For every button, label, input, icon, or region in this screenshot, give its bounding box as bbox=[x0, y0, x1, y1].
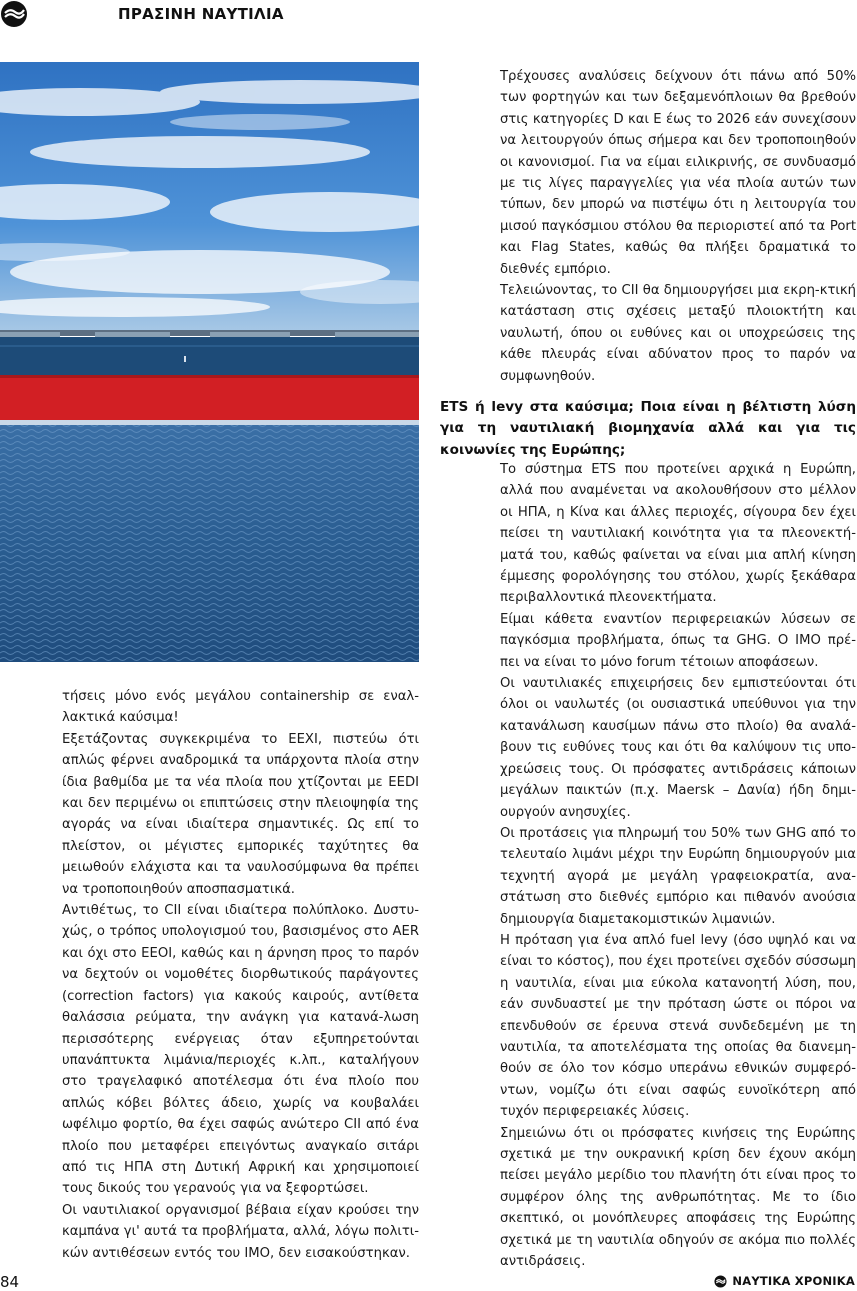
paragraph: Εξετάζοντας συγκεκριμένα το ΕΕΧΙ, πιστεύω ότι απλώς φέρνει αναδρομικά τα υπάρχοντα πλοία στην ίδια βαθμίδα με τα νέα πλοία που χτίζονται με EEDI και δεν περιμένω οι επιπτώσεις στην πλειοψηφία της αγοράς να είναι ιδιαίτερα σημαντικές. Ως επί το πλείστον, οι μέγιστες εμπορικές ταχύτητες θα μειωθούν ελάχιστα και τα ναυλοσύμφωνα θα πρέπει να τροποποιηθούν αποσπασματικά. bbox=[62, 731, 419, 897]
paragraph: Σημειώνω ότι οι πρόσφατες κινήσεις της Ευρώπης σχετικά με την ουκρανική κρίση δεν έχουν ακόμη πείσει μεγάλο μερίδιο του πλανήτη ότι είναι προς το συμφέρον όλης της ανθρωπότητας. Με το ίδιο σκεπτικό, οι μονόπλευρες αποφάσεις της Ευρώπης σχετικά με τη ναυτιλία οδηγούν σε ακόμα πιο πολλές αντιδράσεις. bbox=[500, 1125, 856, 1270]
paragraph: Τρέχουσες αναλύσεις δείχνουν ότι πάνω από 50% των φορτηγών και των δεξαμενόπλοιων θα βρεθούν στις κατηγορίες D και E έως το 2026 εάν συνεχίσουν να λειτουργούν όπως σήμερα και δεν τροποποιηθούν οι κανονισμοί. Για να είμαι ειλικρινής, σε συνδυασμό με τις λίγες παραγγελίες για νέα πλοία αυτών των τύπων, δεν μπορώ να πιστέψω ότι η λειτουργία του μισού παγκόσμιου στόλου θα περιοριστεί από τα Port και Flag States, καθώς θα πλήξει δραματικά το διεθνές εμπόριο. bbox=[500, 69, 856, 277]
paragraph: Το σύστημα ETS που προτείνει αρχικά η Ευρώπη, αλλά που αναμένεται να ακολουθήσουν στο μέλλον οι ΗΠΑ, η Κίνα και άλλες περιοχές, σίγουρα δεν έχει πείσει τη ναυτιλιακή κοινότητα για τα πλεονεκτή-ματά του, καθώς φαίνεται να είναι μια απλή κίνηση έμμεσης φορολόγησης του στόλου, χωρίς ξεκάθαρα περιβαλλοντικά πλεονεκτήματα. bbox=[500, 462, 856, 606]
paragraph: Είμαι κάθετα εναντίον περιφερειακών λύσεων σε παγκόσμια προβλήματα, όπως τα GHG. Ο ΙΜΟ πρέ-πει να είναι το μόνο forum τέτοιων αποφάσεων. bbox=[500, 611, 856, 670]
wave-logo-icon bbox=[0, 0, 28, 28]
paragraph: Οι ναυτιλιακοί οργανισμοί βέβαια είχαν κρούσει την καμπάνα γι' αυτά τα προβλήματα, αλλά, λόγω πολιτι-κών αντιθέσεων εντός του ΙΜΟ, δεν εισακούστηκαν. bbox=[62, 1202, 419, 1261]
paragraph: Οι ναυτιλιακές επιχειρήσεις δεν εμπιστεύονται ότι όλοι οι ναυλωτές (οι ουσιαστικά υπεύθυνοι για την κατανάλωση καυσίμων πάνω στο πλοίο) θα αναλά-βουν τις ευθύνες τους και ότι θα καλύψουν τις υπο-χρεώσεις τους. Οι πρόσφατες αντιδράσεις κάποιων μεγάλων παικτών (π.χ. Maersk – Δανία) ήδη δημι-ουργούν ανησυχίες. bbox=[500, 676, 856, 820]
article-right-column-top bbox=[500, 66, 856, 387]
brand-name: ΝΑΥΤΙΚΑ ΧΡΟΝΙΚΑ bbox=[732, 1274, 855, 1288]
paragraph: Αντιθέτως, το CII είναι ιδιαίτερα πολύπλοκο. Δυστυ-χώς, ο τρόπος υπολογισμού του, βασισμένος στο AER και όχι στο EEOI, καθώς και η άρνηση προς το παρόν να δεχτούν οι νομοθέτες διορθωτικούς παράγοντες (correction factors) για κακούς καιρούς, αντίθετα θαλάσσια ρεύματα, την ανάγκη για κατανά-λωση περισσότερης ενέργειας όταν εξυπηρετούνται υπανάπτυκτα λιμάνια/περιοχές κ.λπ., καταλήγουν στο τραγελαφικό αποτέλεσμα ότι ένα πλοίο που απλώς κόβει βόλτες άδειο, χωρίς να κουβαλάει ωφέλιμο φορτίο, θα έχει σαφώς ανώτερο CII από ένα πλοίο που μεταφέρει επειγόντως αναγκαίο σιτάρι από τις ΗΠΑ στη Δυτική Αφρική και χρησιμοποιεί τους δικούς του γερανούς για να ξεφορτώσει. bbox=[62, 903, 419, 1197]
page-number: 84 bbox=[0, 1273, 20, 1291]
ship-hull-at-sea-photo bbox=[0, 62, 419, 662]
paragraph: τήσεις μόνο ενός μεγάλου containership σε εναλ-λακτικά καύσιμα! bbox=[62, 689, 419, 726]
paragraph: Η πρόταση για ένα απλό fuel levy (όσο υψηλό και να είναι το κόστος), που έχει προτείνει σχεδόν σύσσωμη η ναυτιλία, είναι μια εύκολα κατανοητή λύση, που, εάν συνδυαστεί με την πρόταση ώστε οι πόροι να επενδυθούν σε έρευνα στενά συνδεδεμένη με τη ναυτιλία, τα αποτελέσματα της οποίας θα διανεμη-θούν σε όλο τον κόσμο υπεράνω εθνικών συμφερό-ντων, νομίζω ότι είναι σαφώς ευνοϊκότερη από τυχόν περιφερειακές λύσεις. bbox=[500, 932, 856, 1120]
hero-image bbox=[0, 62, 419, 662]
paragraph: Τελειώνοντας, το CII θα δημιουργήσει μια εκρη-κτική κατάσταση στις σχέσεις μεταξύ πλοιοκτήτη και ναυλωτή, όπου οι ευθύνες και οι υποχρεώσεις της κάθε πλευράς είναι αδύνατον προς το παρόν να συμφωνηθούν. bbox=[500, 283, 856, 384]
article-left-column bbox=[62, 686, 419, 1264]
section-title: ΠΡΑΣΙΝΗ ΝΑΥΤΙΛΙΑ bbox=[118, 5, 284, 23]
paragraph: Οι προτάσεις για πληρωμή του 50% των GHG από το τελευταίο λιμάνι μέχρι την Ευρώπη δημιουργούν μια τεχνητή αγορά με μεγάλη γραφειοκρατία, ανα-στάτωση στο διεθνές εμπόριο και πιθανόν ανούσια δημιουργία διαμετακομιστικών λιμανιών. bbox=[500, 825, 856, 927]
footer-brand bbox=[714, 1274, 855, 1288]
article-right-column-bottom bbox=[500, 459, 856, 1272]
wave-logo-icon bbox=[714, 1275, 727, 1288]
page-header bbox=[0, 0, 857, 30]
section-heading: ETS ή levy στα καύσιμα; Ποια είναι η βέλτιστη λύση για τη ναυτιλιακή βιομηχανία αλλά και για τις κοινωνίες της Ευρώπης; bbox=[440, 399, 856, 458]
